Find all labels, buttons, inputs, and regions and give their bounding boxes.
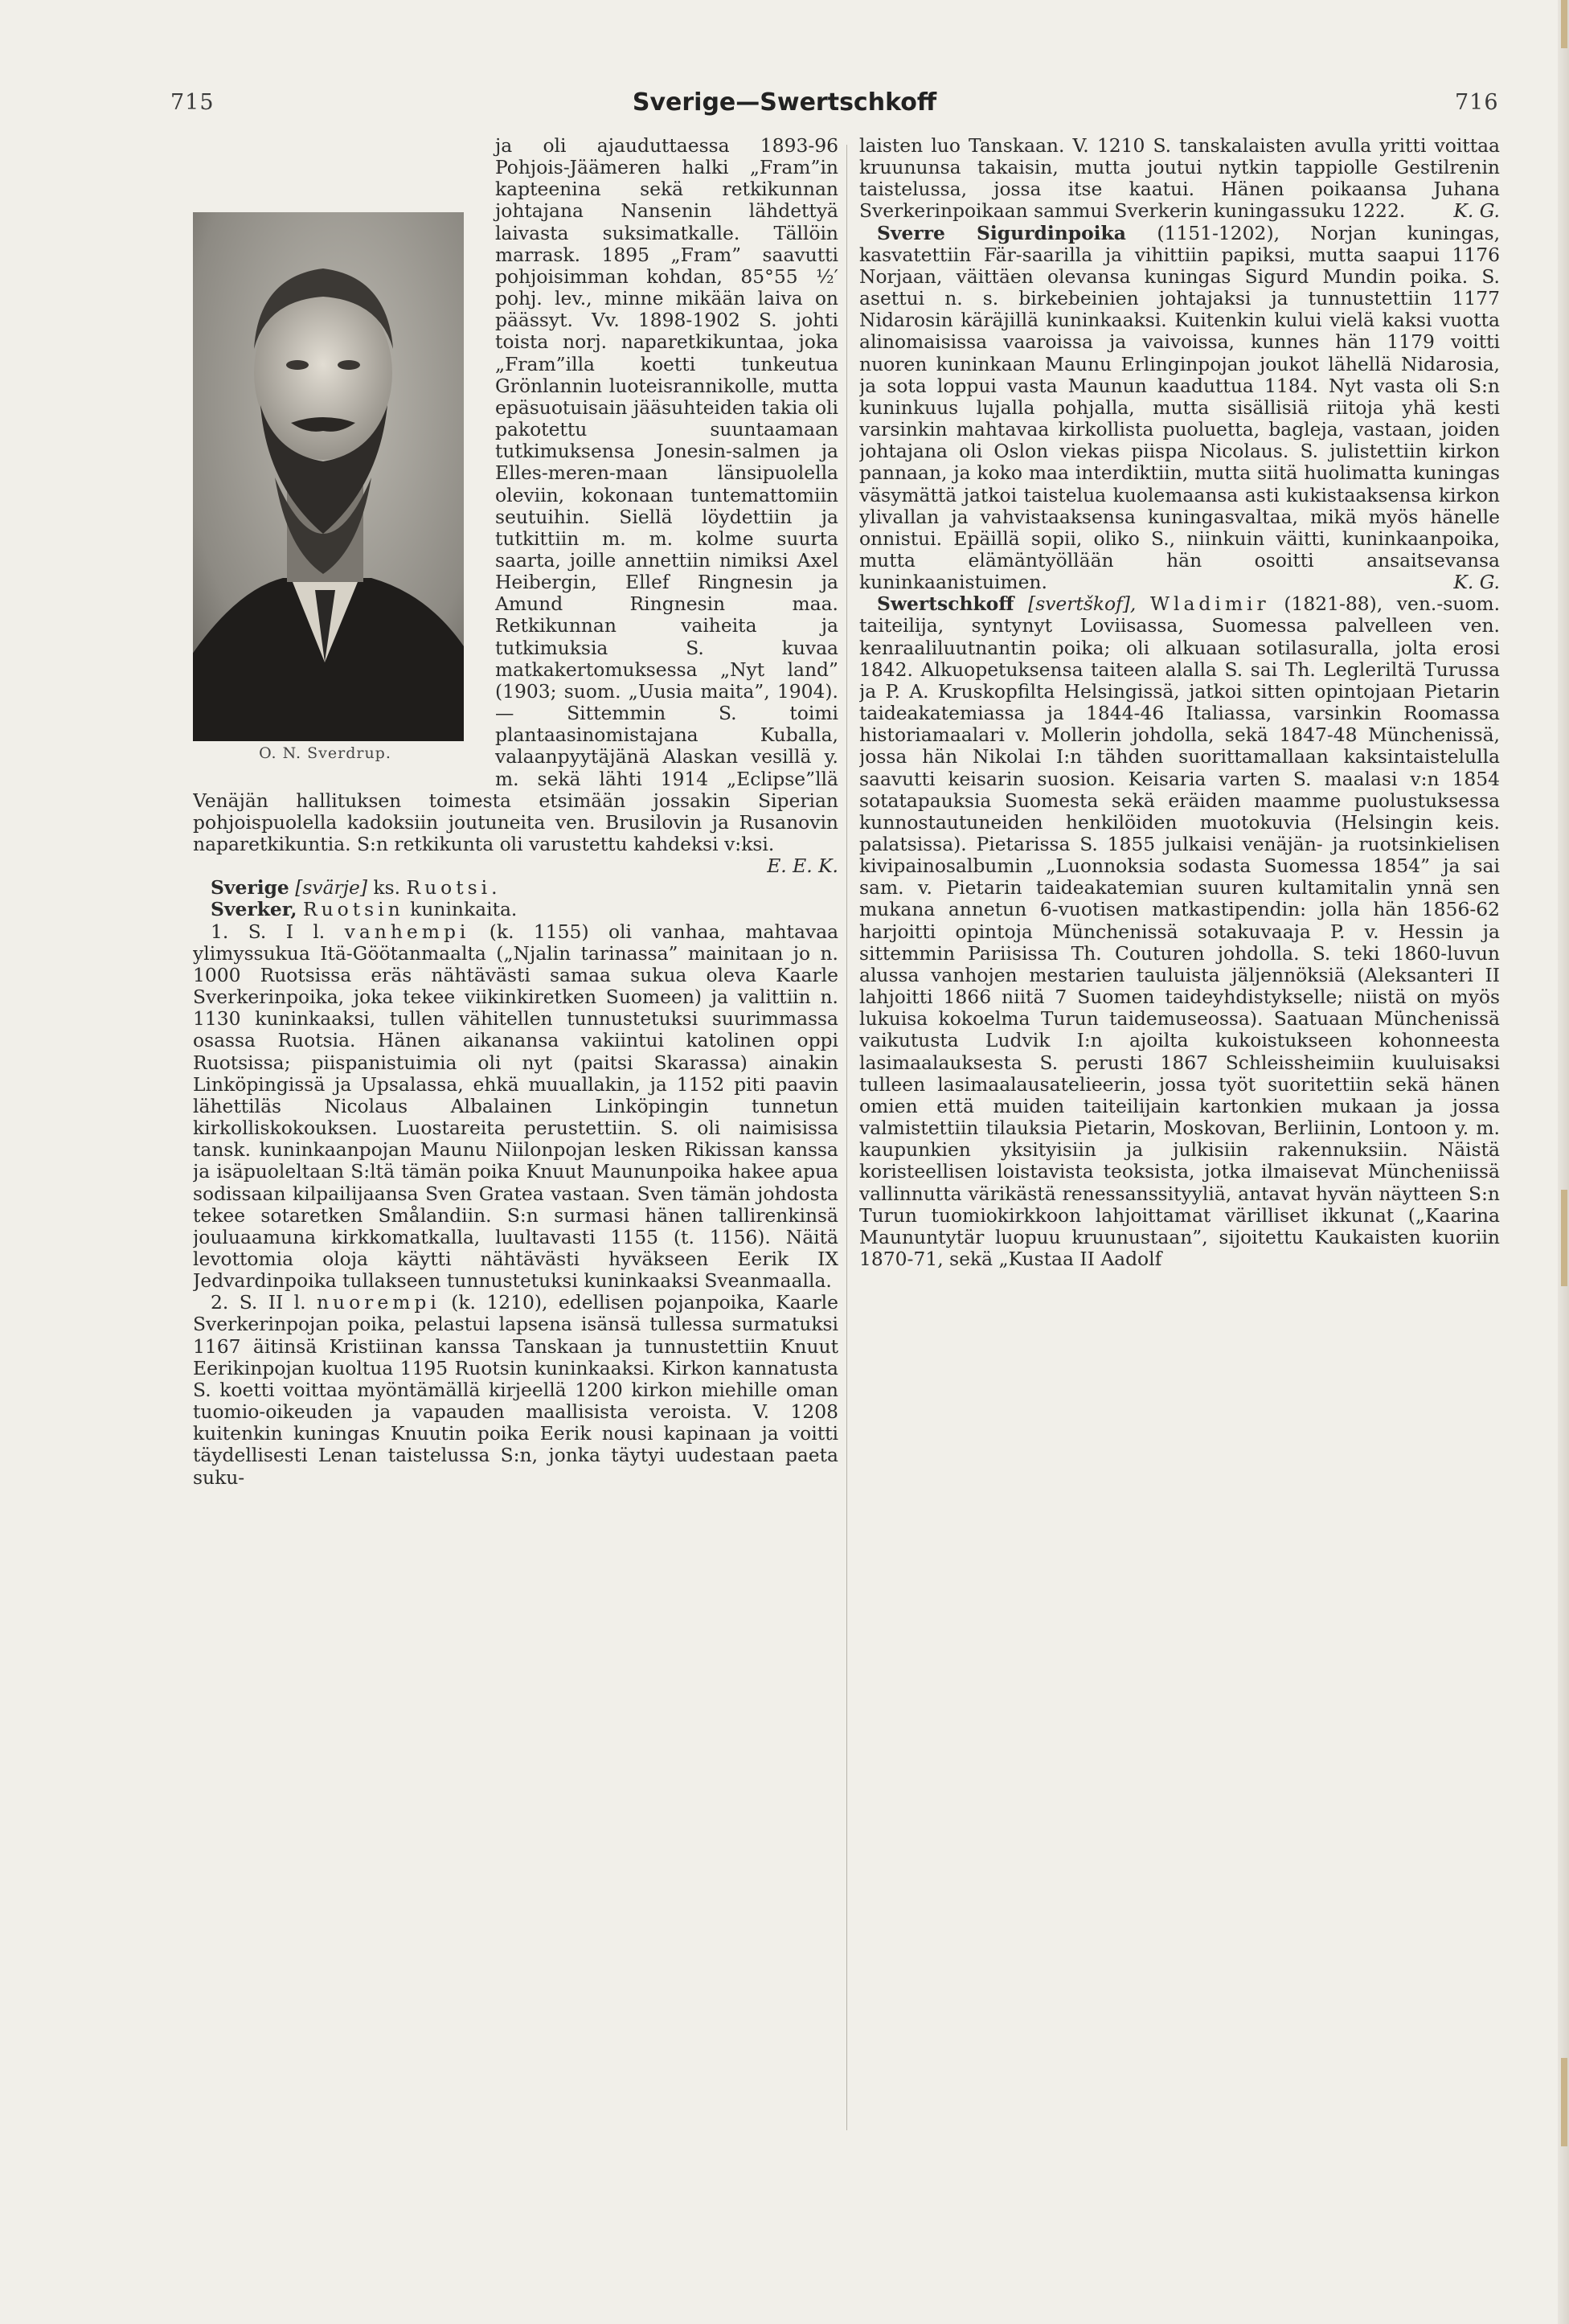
entry-text: kuninkaita. (410, 898, 518, 921)
author-signature: K. G. (1453, 199, 1500, 223)
pronunciation: [svertškof], (1028, 592, 1137, 616)
pronunciation: [svärje] (295, 876, 367, 900)
subentry-text: (k. 1210), edellisen pojanpoika, Kaarle Sverkerinpojan poika, pelastui lapsena isänsä tullessa surmatuksi 1167 äitinsä Kristiinan kanssa Tanskaan ja tunnustettiin Knuut Eerikinpojan kuoltua 1195 Ruotsin kuninkaaksi. Kirkon kannatusta S. koetti voittaa myöntämällä kirjeellä 1200 kirkon miehille oman tuomio-oikeuden ja vapauden maallisista veroista. V. 1208 kuitenkin kuningas Knuutin poika Eerik nousi kapinaan ja voitti täydellisesti Lenan taistelussa S:n, jonka täytyi uudestaan paeta suku- (193, 1291, 838, 1489)
subentry-sverker-2 (193, 1292, 838, 1488)
entry-text: ks. (373, 876, 401, 900)
author-signature: E. E. K. (767, 855, 838, 878)
right-column (859, 135, 1500, 2153)
author-signature: K. G. (1453, 571, 1500, 594)
page-header (0, 90, 1569, 122)
edge-mark (1561, 0, 1567, 48)
entry-sverre (859, 223, 1500, 594)
subentry-text: (k. 1155) oli vanhaa, mahtavaa ylimyssukua Itä-Göötanmaalta („Njalin tarinassa” mainitaan jo n. 1000 Ruotsissa eräs nähtävästi samaa sukua oleva Kaarle Sverkerinpoika, joka tekee viikinkiretken Suomeen) ja valittiin n. 1130 kuninkaaksi, tullen vähitellen tunnustetuksi suurimmassa osassa Ruotsia. Hänen aikanansa vakiintui katolinen oppi Ruotsissa; piispanistuimia oli nyt (paitsi Skarassa) ainakin Linköpingissä ja Upsalassa, ehkä muuallakin, ja 1152 piti paavin lähettiläs Nicolaus Albalainen Linköpingin tunnetun kirkolliskokouksen. Luostareita perustettiin. S. oli naimisissa tansk. kuninkaanpojan Maunu Niilonpojan lesken Rikissan kanssa ja isäpuoleltaan S:ltä tämän poika Knuut Maununpoika hakee apua sodissaan kilpailijaansa Sven Gratea vastaan. Sven tämän johdosta tekee sotaretken Smålandiin. S:n surmasi hänen tallirenkinsä jouluaamuna kirkkomatkalla, luultavasti 1155 (t. 1156). Näitä levottomia oloja käytti nähtävästi hyväkseen Eerik IX Jedvardinpoika tullakseen tunnustetuksi kuninkaaksi Sveanmaalla. (193, 920, 838, 1293)
paragraph-text: laisten luo Tanskaan. V. 1210 S. tanskalaisten avulla yritti voittaa kruununsa takaisin, mutta joutui nytkin tappiolle Gestilrenin taistelussa, jossa itse kaatui. Hänen poikaansa Juhana Sverkerinpoikaan sammui Sverkerin kuningassuku 1222. (859, 135, 1500, 223)
portrait-caption: O. N. Sverdrup. (259, 744, 391, 762)
running-head: Sverige—Swertschkoff (632, 88, 937, 117)
spaced-word: Wladimir (1149, 592, 1270, 616)
page-number-right: 716 (1455, 90, 1499, 115)
entry-sverige (193, 877, 838, 899)
paragraph-text: ja oli ajauduttaessa 1893-96 Pohjois-Jäämeren halki „Fram”in kapteenina sekä retkikunnan johtajana Nansenin lähdettyä laivasta suksimatkalle. Tällöin marrask. 1895 „Fram” saavutti pohjoisimman kohdan, 85°55 ½′ pohj. lev., minne mikään laiva on päässyt. Vv. 1898-1902 S. johti toista norj. naparetkikuntaa, joka „Fram”illa koetti tunkeutua Grönlannin luoteisrannikolle, mutta epäsuotuisain jääsuhteiden takia oli pakotettu suuntaamaan tutkimuksensa Jonesin-salmen ja Elles-meren-maan länsipuolella oleviin, kokonaan tuntemattomiin seutuihin. Siellä löydettiin ja tutkittiin m. m. kolme suurta saarta, joille annettiin nimiksi Axel Heibergin, Ellef Ringnesin ja Amund Ringnesin maa. Retkikunnan vaiheita ja tutkimuksia S. kuvaa matkakertomuksessa „Nyt land” (1903; suom. „Uusia maita”, 1904). — Sittemmin S. toimi plantaasinomistajana Kuballa, valaanpyytäjänä Alaskan vesillä y. m. sekä lähti 1914 „Eclipse”llä Venäjän hallituksen toimesta etsimään jossakin Siperian pohjoispuolella kadoksiin joutuneita ven. Brusilovin ja Rusanovin naparetkikuntia. S:n retkikunta oli varustettu kahdeksi v:ksi. (193, 135, 838, 855)
paragraph-continuation (859, 135, 1500, 223)
entry-heading: Sverker, (211, 898, 297, 921)
entry-heading: Sverre Sigurdinpoika (877, 221, 1126, 244)
entry-swertschkoff (859, 593, 1500, 1270)
spaced-word: Ruotsin (302, 898, 404, 921)
column-divider (846, 145, 847, 2130)
subentry-sverker-1 (193, 921, 838, 1293)
spaced-word: vanhempi (344, 920, 470, 943)
subentry-lead: 1. S. I l. (211, 920, 326, 943)
entry-heading: Sverige (211, 876, 289, 900)
edge-mark (1561, 2058, 1567, 2146)
spaced-word: nuorempi (316, 1291, 440, 1314)
page-edge (1558, 0, 1569, 2324)
subentry-lead: 2. S. II l. (211, 1291, 306, 1314)
entry-text: (1821-88), ven.-suom. taiteilija, syntynyt Loviisassa, Suomessa palvelleen ven. kenraaliluutnantin poika; oli alkuaan sotilasuralla, jolta erosi 1842. Alkuopetuksensa taiteen alalla S. sai Th. Legleriltä Turussa ja P. A. Kruskopfilta Helsingissä, jatkoi sitten opintojaan Pietarin taideakatemiassa ja 1844-46 Italiassa, varsinkin Roomassa historiamaalari v. Mollerin johdolla, sekä 1847-48 Münchenissä, jossa hän Nikolai I:n tähden suorittamallaan kaksintaistelulla saavutti keisarin suosion. Keisaria varten S. maalasi v:n 1854 sotatapauksia Suomesta sekä eräiden maamme puolustuksessa kunnostautuneiden henkilöiden muotokuvia (Helsingin keis. palatsissa). Pietarissa S. 1855 julkaisi venäjän- ja ruotsinkielisen kivipainosalbumin „Luonnoksia sodasta Suomessa 1854” ja sai sam. v. Pietarin taideakatemian suuren kultamitalin ynnä sen mukana annetun 6-vuotisen matkastipendin: jolla hän 1856-62 harjoitti opintoja Münchenissä sotakuvaaja P. v. Hessin ja sittemmin Pariisissa Th. Couturen johdolla. S. teki 1860-luvun alussa vanhojen mestarien tauluista jäljennöksiä (Aleksanteri II lahjoitti 1866 niitä 7 Suomen taideyhdistykselle; niistä on myös lukuisa kokoelma Turun taidemuseossa). Saatuaan Münchenissä vaikutusta Ludvik I:n ajoilta kukoistukseen kohonneesta lasimaalauksesta S. perusti 1867 Schleissheimiin kuuluisaksi tulleen lasimaalausatelieerin, jossa työt suoritettiin sekä hänen omien että muiden taiteilijain kartonkien mukaan ja jossa valmistettiin tilauksia Pietarin, Moskovan, Berliinin, Lontoon y. m. kaupunkien yksityisiin ja julkisiin rakennuksiin. Näistä koristeellisen loistavista teoksista, jotka ilmaisevat Müncheniissä vallinnutta värikästä renessanssityyliä, antavat hyvän näytteen S:n Turun tuomiokirkkoon lahjoittamat värilliset ikkunat („Kaarina Maununtytär luopuu kruunustaan”, sijoitettu Kaukaisten kuoriin 1870-71, sekä „Kustaa II Aadolf (859, 592, 1500, 1270)
entry-sverker (193, 899, 838, 920)
portrait-figure (193, 135, 484, 770)
portrait-image (193, 212, 464, 741)
page-number-left: 715 (170, 90, 215, 115)
entry-text: (1151-1202), Norjan kuningas, kasvatettiin Fär-saarilla ja vihittiin papiksi, mutta saapui 1176 Norjaan, väittäen olevansa kuningas Sigurd Mundin poika. S. asettui n. s. birkebeinien johtajaksi ja tunnustettiin 1177 Nidarosin käräjillä kuninkaaksi. Kuitenkin kului vielä kaksi vuotta alinomaisissa vaaroissa ja vaivoissa, kunnes hän 1179 voitti nuoren kuninkaan Maunu Erlinginpojan joukot lähellä Nidarosia, ja sota loppui vasta Maunun kaaduttua 1184. Nyt vasta oli S:n kuninkuus lujalla pohjalla, mutta sisällisiä riitoja yhä kesti varsinkin mahtavaa kirkollista puoluetta, bagleja, vastaan, joiden johtajana oli Oslon viekas piispa Nicolaus. S. julistettiin kirkon pannaan, ja koko maa interdiktiin, mutta siitä huolimatta kuningas väsymättä jatkoi taistelua kuolemaansa asti kukistaaksensa kirkon ylivallan ja vahvistaaksensa kuningasvaltaa, mikä myös hänelle onnistui. Epäillä sopii, oliko S., niinkuin väitti, kuninkaanpoika, mutta elämäntyöllään hän osoitti ansaitsevansa kuninkaanistuimen. (859, 221, 1500, 594)
edge-mark (1561, 1190, 1567, 1286)
entry-heading: Swertschkoff (877, 592, 1014, 616)
cross-reference: Ruotsi. (406, 876, 502, 900)
left-column (193, 135, 838, 2153)
